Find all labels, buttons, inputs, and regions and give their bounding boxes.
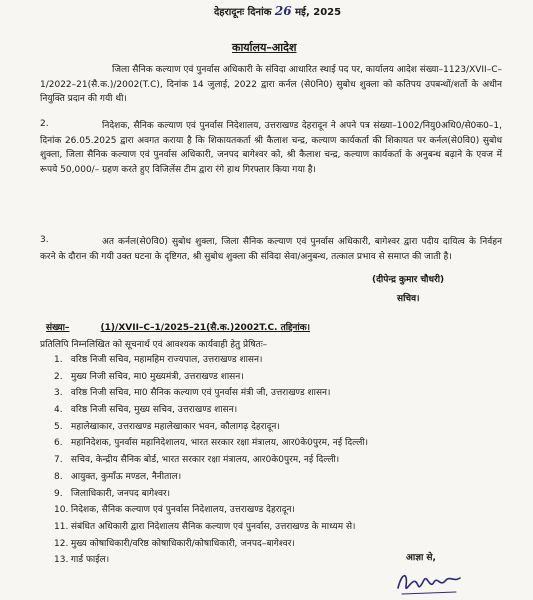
paragraph-2: निदेशक, सैनिक कल्याण एवं पुनर्वास निदेशालय, उत्तराखण्ड देहरादून ने अपने पत्र संख्या–1002/नियु0अधि0/से0क0–1, दिनांक 26.05.2025 द्वारा अवगत कराया है कि शिकायतकर्ता श्री कैलाश चन्द्र, कल्याण कार्यकर्ता की शिकायत पर कर्नल(से0वि0) सुबोध शुक्ला, जिला सैनिक कल्याण एवं पुनर्वास अधिकारी, जनपद बागेश्वर को, श्री कैलाश चन्द्र, कल्याण कार्यकर्ता के अनुबन्ध बढ़ाने के एवज में रूपये 50,000/– ग्रहण करते हुए विजिलेंस टीम द्वारा रंगे हाथ गिरफ्तार किया गया है। xyxy=(40,121,502,175)
list-item: 4. वरिष्ठ निजी सचिव, मुख्य सचिव, उत्तराखण्ड शासन। xyxy=(54,405,238,416)
date-day-handwritten: 26 xyxy=(274,4,292,18)
list-item: 7. सचिव, केन्द्रीय सैनिक बोर्ड, भारत सरकार रक्षा मंत्रालय, आर0के0पुरम, नई दिल्ली। xyxy=(54,455,340,466)
handwritten-signature xyxy=(394,568,464,598)
list-item: 13. गार्ड फाईल। xyxy=(54,555,110,566)
reference-number: (1)/XVII–C–1/2025–21(सै.क.)2002T.C. तद्दिनांक। xyxy=(100,323,311,333)
signatory-name: (दीपेन्द्र कुमार चौधरी) xyxy=(372,275,445,285)
order-by: आज्ञा से, xyxy=(406,553,436,563)
list-item: 11. संबंधित अधिकारी द्वारा निदेशालय सैनिक कल्याण एवं पुनर्वास, उत्तराखण्ड के माध्यम से। xyxy=(54,521,356,532)
list-item: 2. मुख्य निजी सचिव, मा0 मुख्यमंत्री, उत्तराखण्ड शासन। xyxy=(54,371,244,382)
document-title: कार्यालय–आदेश xyxy=(232,41,297,54)
date-suffix: मई, 2025 xyxy=(295,7,342,18)
list-item: 8. आयुक्त, कुमाँऊ मण्डल, नैनीताल। xyxy=(54,471,182,482)
paragraph-1: जिला सैनिक कल्याण एवं पुनर्वास अधिकारी के संविदा आधारित स्थाई पद पर, कार्यालय आदेश संख्या–1123/XVII–C–1/2022–21(सै.क.)/2002(T.C), दिनांक 14 जुलाई, 2022 द्वारा कर्नल (से0नि0) सुबोध शुक्ला को कतिपय उपबन्धों/शर्तो के अधीन नियुक्ति प्रदान की गयी थी। xyxy=(40,65,502,104)
paragraph-3: अत कर्नल(से0वि0) सुबोध शुक्ला, जिला सैनिक कल्याण एवं पुनर्वास अधिकारी, बागेश्वर द्वारा पदीय दायित्व के निर्वहन करने के दौरान की गयी उक्त घटना के दृष्टिगत, श्री सुबोध शुक्ला की संविदा सेवा/अनुबन्ध, तत्काल प्रभाव से समाप्त की जाती है। xyxy=(40,237,502,262)
date-line xyxy=(214,4,341,18)
list-item: 5. महालेखाकार, उत्तराखण्ड महालेखाकार भवन, कौलागढ़ देहरादून। xyxy=(54,421,280,432)
copy-recipient-list xyxy=(54,352,368,569)
reference-label: संख्या– xyxy=(46,323,70,333)
paragraph-3-number: 3. xyxy=(40,235,49,245)
reference-line xyxy=(46,320,310,333)
list-item: 12. मुख्य कोषाधिकारी/वरिष्ठ कोषाधिकारी/कोषाधिकारी, जनपद–बागेश्वर। xyxy=(54,538,295,549)
signatory-title: सचिव। xyxy=(397,294,420,304)
list-item: 9. जिलाधिकारी, जनपद बागेश्वर। xyxy=(54,488,171,499)
list-item: 1. वरिष्ठ निजी सचिव, महामहिम राज्यपाल, उत्तराखण्ड शासन। xyxy=(54,355,263,365)
copy-intro: प्रतिलिपि निम्नलिखित को सूचनार्थ एवं आवश्यक कार्यवाही हेतु प्रेषितः– xyxy=(40,340,268,350)
list-item: 6. महानिदेशक, पुनर्वास महानिदेशालय, भारत सरकार रक्षा मंत्रालय, आर0के0पुरम, नई दिल्ली। xyxy=(54,438,369,449)
date-prefix: देहरादूनः दिनांक xyxy=(214,7,272,18)
paragraph-2-number: 2. xyxy=(40,119,49,129)
list-item: 3. वरिष्ठ निजी सचिव, मा0 सैनिक कल्याण एवं पुनर्वास मंत्री जी, उत्तराखण्ड शासन। xyxy=(54,388,331,399)
list-item: 10. निदेशक, सैनिक कल्याण एवं पुनर्वास निदेशालय, उत्तराखण्ड देहरादून। xyxy=(54,505,295,516)
